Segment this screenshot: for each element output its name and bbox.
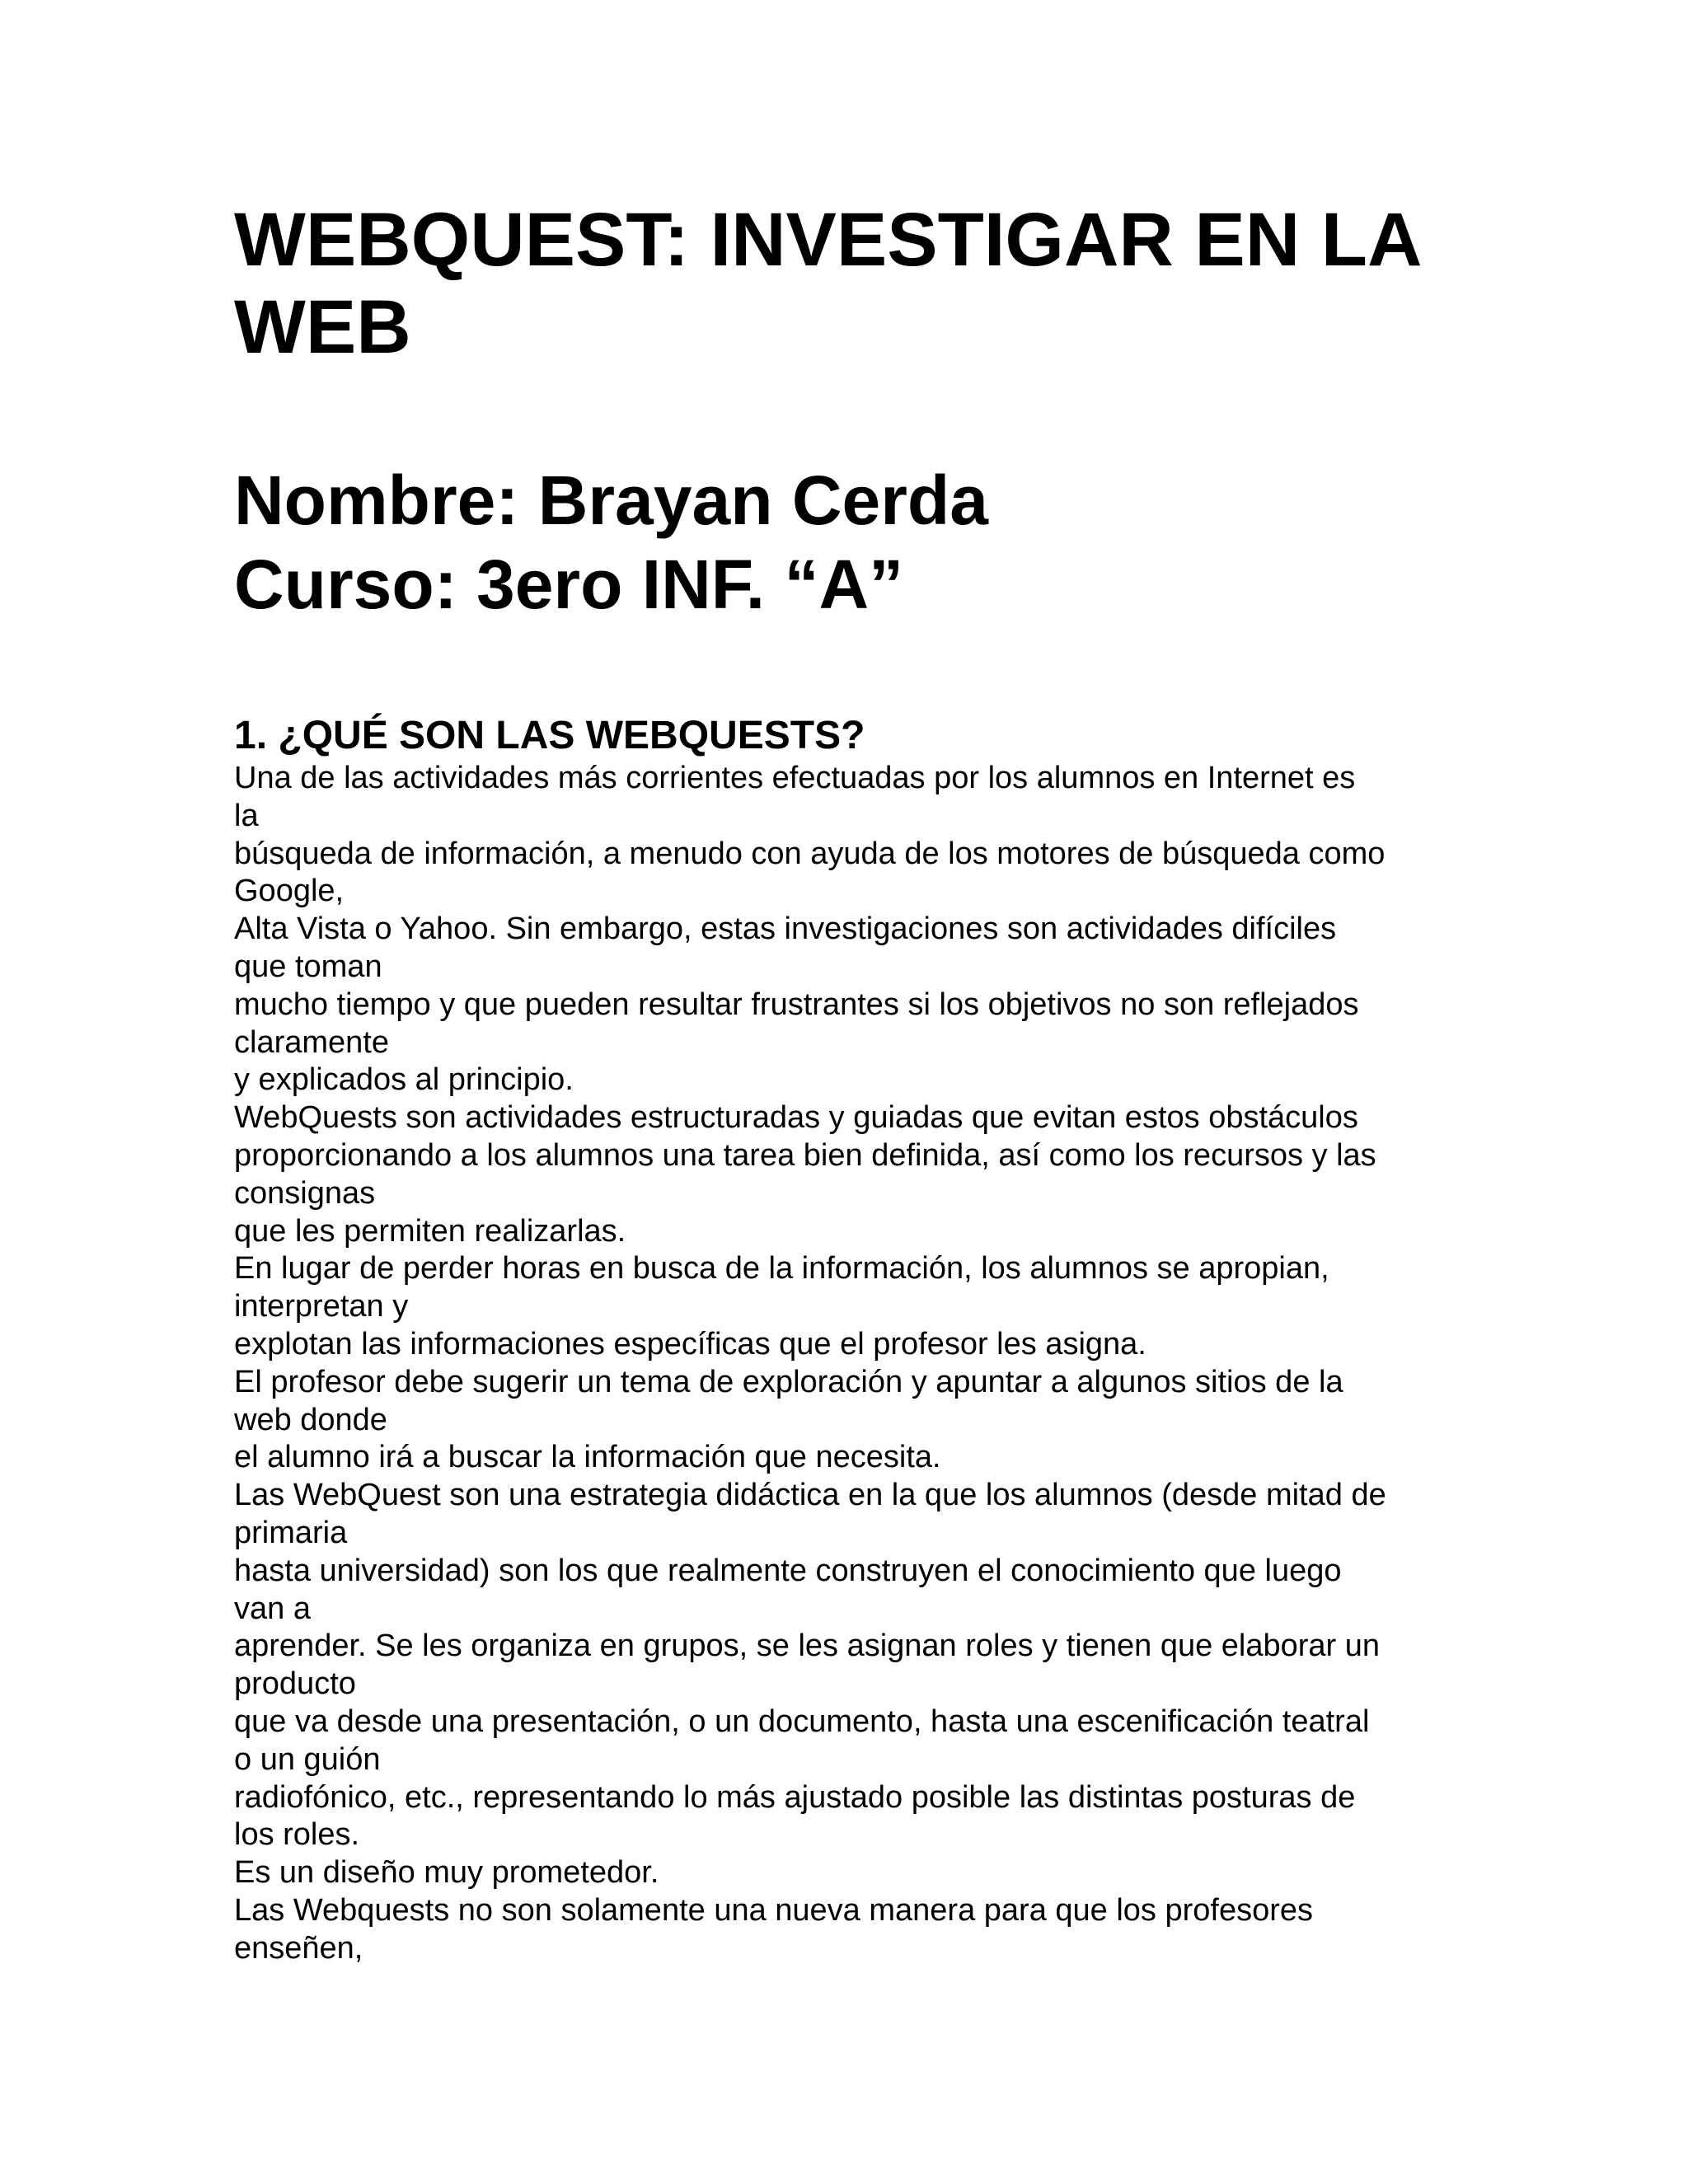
student-info	[234, 458, 1470, 626]
body-line: producto	[234, 1666, 356, 1702]
title-line-1: WEBQUEST: INVESTIGAR EN LA	[234, 198, 1423, 282]
student-name: Nombre: Brayan Cerda	[234, 462, 988, 539]
body-line: búsqueda de información, a menudo con ayuda de los motores de búsqueda como	[234, 836, 1386, 871]
body-line: enseñen,	[234, 1930, 363, 1966]
body-line: el alumno irá a buscar la información que necesita.	[234, 1440, 941, 1475]
body-line: primaria	[234, 1515, 348, 1550]
section-heading: 1. ¿QUÉ SON LAS WEBQUESTS?	[234, 714, 865, 757]
title-line-2: WEB	[234, 285, 411, 369]
body-line: El profesor debe sugerir un tema de exploración y apuntar a algunos sitios de la	[234, 1364, 1343, 1399]
body-line: proporcionando a los alumnos una tarea bien definida, así como los recursos y las	[234, 1137, 1376, 1173]
body-line: Es un diseño muy prometedor.	[234, 1855, 659, 1891]
body-line: o un guión	[234, 1741, 381, 1777]
body-line: Las WebQuest son una estrategia didáctica en la que los alumnos (desde mitad de	[234, 1478, 1386, 1513]
body-line: que les permiten realizarlas.	[234, 1213, 626, 1249]
document-content	[234, 196, 1470, 1968]
body-line: consignas	[234, 1175, 376, 1211]
section-body	[234, 760, 1470, 1968]
body-line: Las Webquests no son solamente una nueva manera para que los profesores	[234, 1892, 1314, 1928]
body-line: interpretan y	[234, 1289, 409, 1324]
body-line: los roles.	[234, 1817, 360, 1853]
body-line: la	[234, 798, 259, 833]
body-line: radiofónico, etc., representando lo más ajustado posible las distintas posturas de	[234, 1779, 1356, 1815]
body-line: En lugar de perder horas en busca de la información, los alumnos se apropian,	[234, 1251, 1329, 1286]
body-line: Alta Vista o Yahoo. Sin embargo, estas investigaciones son actividades difíciles	[234, 912, 1337, 947]
student-course: Curso: 3ero INF. “A”	[234, 546, 904, 623]
body-line: claramente	[234, 1024, 389, 1060]
body-line: aprender. Se les organiza en grupos, se les asignan roles y tienen que elaborar un	[234, 1629, 1381, 1664]
body-line: mucho tiempo y que pueden resultar frustrantes si los objetivos no son reflejados	[234, 987, 1359, 1022]
document-title	[234, 196, 1470, 371]
body-line: Una de las actividades más corrientes efectuadas por los alumnos en Internet es	[234, 761, 1356, 795]
body-line: explotan las informaciones específicas que el profesor les asigna.	[234, 1326, 1146, 1361]
body-line: que toman	[234, 949, 382, 984]
body-line: hasta universidad) son los que realmente construyen el conocimiento que luego	[234, 1553, 1342, 1588]
body-line: que va desde una presentación, o un documento, hasta una escenificación teatral	[234, 1704, 1370, 1739]
body-line: Google,	[234, 874, 345, 909]
body-line: web donde	[234, 1402, 387, 1437]
body-line: van a	[234, 1591, 311, 1626]
body-line: WebQuests son actividades estructuradas y guiadas que evitan estos obstáculos	[234, 1100, 1358, 1136]
body-line: y explicados al principio.	[234, 1062, 574, 1098]
